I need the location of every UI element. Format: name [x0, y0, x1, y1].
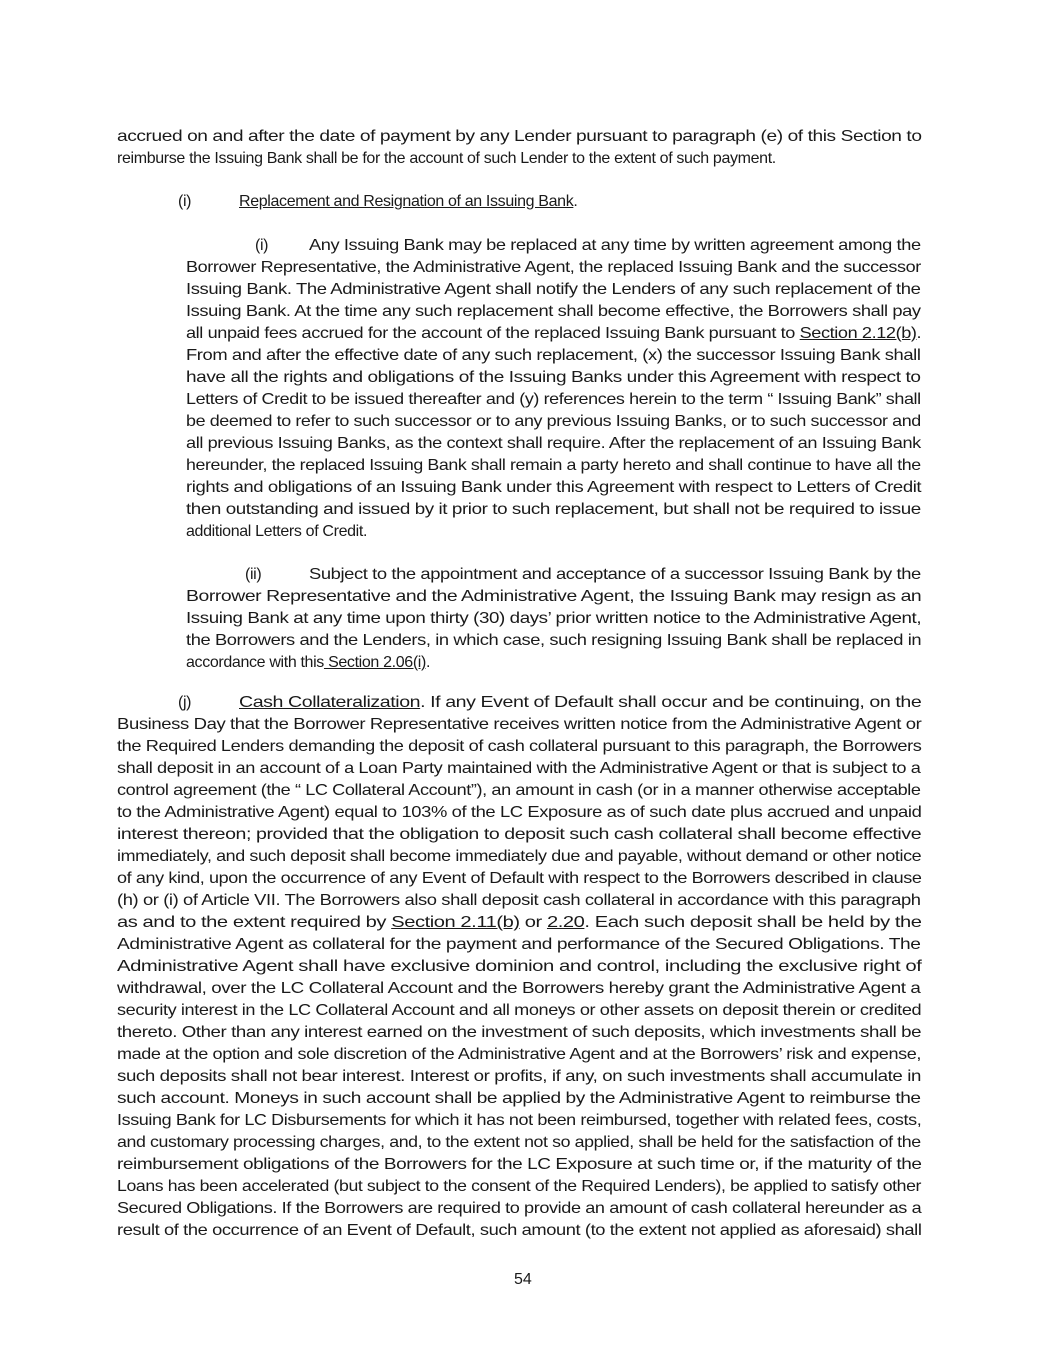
section-heading-title: Replacement and Resignation of an Issuing Bank — [239, 193, 574, 210]
text-line: reimbursement obligations of the Borrowers for the LC Exposure at such time or, if the maturity of the — [117, 1156, 922, 1173]
text-span: . Each such deposit shall be held by the — [584, 914, 922, 931]
section-link[interactable]: Section 2.12(b) — [799, 325, 917, 342]
text-line: security interest in the LC Collateral Account and all moneys or other assets on deposit therein or credited — [117, 1002, 922, 1019]
text-line: Subject to the appointment and acceptance of a successor Issuing Bank by the — [309, 566, 921, 583]
text-line — [186, 652, 430, 674]
text-line: Loans has been accelerated (but subject to the consent of the Required Lenders), be applied to satisfy other — [117, 1178, 922, 1195]
text-line: control agreement (the “ LC Collateral Account”), an amount in cash (or in a manner otherwise acceptable — [117, 782, 921, 799]
subsection-marker: (ii) — [245, 566, 262, 583]
text-line: be deemed to refer to such successor or to any previous Issuing Banks, or to such successor and — [186, 413, 921, 430]
text-line: immediately, and such deposit shall become immediately due and payable, without demand or other notice — [117, 848, 922, 865]
text-line: interest thereon; provided that the obligation to deposit such cash collateral shall become effective — [117, 826, 922, 843]
section-marker: (i) — [178, 193, 192, 210]
text-line: the Required Lenders demanding the deposit of cash collateral pursuant to this paragraph, the Borrowers — [117, 738, 922, 755]
text-line: (h) or (i) of Article VII. The Borrowers also shall deposit cash collateral in accordance with this paragraph — [117, 892, 921, 909]
text-line: rights and obligations of an Issuing Bank under this Agreement with respect to Letters of Credit — [186, 479, 922, 496]
text-line: Issuing Bank for LC Disbursements for which it has not been reimbursed, together with related fees, costs, — [117, 1112, 922, 1129]
text-line: hereunder, the replaced Issuing Bank shall remain a party hereto and shall continue to have all the — [186, 457, 921, 474]
text-line: and customary processing charges, and, to the extent not so applied, shall be held for the satisfaction of the — [117, 1134, 921, 1151]
text-line: Letters of Credit to be issued thereafter and (y) references herein to the term “ Issuing Bank” shall — [186, 391, 921, 408]
text-line: Borrower Representative and the Administrative Agent, the Issuing Bank may resign as an — [186, 588, 922, 605]
text-line — [239, 692, 921, 714]
text-line: thereto. Other than any interest earned on the investment of such deposits, which investments shall be — [117, 1024, 922, 1041]
punctuation: . — [573, 193, 578, 210]
text-line: of any kind, upon the occurrence of any Event of Default with respect to the Borrowers described in clause — [117, 870, 922, 887]
text-line: Borrower Representative, the Administrative Agent, the replaced Issuing Bank and the successor — [186, 259, 921, 276]
text-line: Issuing Bank at any time upon thirty (30) days’ prior written notice to the Administrative Agent, — [186, 610, 922, 627]
text-line: Business Day that the Borrower Representative receives written notice from the Administrative Agent or — [117, 716, 922, 733]
text-line: Administrative Agent as collateral for the payment and performance of the Secured Obligations. The — [117, 936, 921, 953]
section-heading — [239, 191, 577, 213]
text-line: accrued on and after the date of payment by any Lender pursuant to paragraph (e) of this Section to — [117, 128, 922, 145]
text-line — [117, 912, 922, 934]
text-span: all unpaid fees accrued for the account of the replaced Issuing Bank pursuant to — [186, 325, 800, 342]
text-line: shall deposit in an account of a Loan Party maintained with the Administrative Agent or that is subject to a — [117, 760, 921, 777]
text-line — [186, 323, 921, 345]
text-line: the Borrowers and the Lenders, in which case, such resigning Issuing Bank shall be replaced in — [186, 632, 922, 649]
text-line: Any Issuing Bank may be replaced at any time by written agreement among the — [309, 237, 921, 254]
text-span: as and to the extent required by — [117, 914, 392, 931]
text-line: From and after the effective date of any such replacement, (x) the successor Issuing Bank shall — [186, 347, 921, 364]
text-line: result of the occurrence of an Event of Default, such amount (to the extent not applied as aforesaid) shall — [117, 1222, 922, 1239]
punctuation: . — [425, 654, 431, 671]
text-line: Administrative Agent shall have exclusive dominion and control, including the exclusive right of — [117, 958, 922, 975]
text-line: to the Administrative Agent) equal to 103% of the LC Exposure as of such date plus accrued and unpaid — [117, 804, 922, 821]
text-span: . If any Event of Default shall occur and be continuing, on the — [420, 694, 922, 711]
text-line: additional Letters of Credit. — [186, 523, 368, 540]
text-line: withdrawal, over the LC Collateral Account and the Borrowers hereby grant the Administrative Agent a — [117, 980, 921, 997]
text-line: made at the option and sole discretion of the Administrative Agent and at the Borrowers’ risk and expense, — [117, 1046, 921, 1063]
section-heading-title: Cash Collateralization — [239, 694, 421, 711]
section-link[interactable]: 2.20 — [546, 914, 585, 931]
text-line: Issuing Bank. At the time any such replacement shall become effective, the Borrowers shall pay — [186, 303, 921, 320]
text-line: reimburse the Issuing Bank shall be for the account of such Lender to the extent of such payment. — [117, 150, 776, 167]
page-number: 54 — [514, 1271, 532, 1288]
section-marker: (j) — [178, 694, 192, 711]
text-span: accordance with this — [186, 654, 324, 671]
text-line: such account. Moneys in such account shall be applied by the Administrative Agent to reimburse the — [117, 1090, 921, 1107]
section-link[interactable]: Section 2.06(i) — [323, 654, 426, 671]
section-link[interactable]: Section 2.11(b) — [391, 914, 520, 931]
text-span: or — [519, 914, 547, 931]
text-line: such deposits shall not bear interest. Interest or profits, if any, on such investments shall accumulate in — [117, 1068, 921, 1085]
text-line: have all the rights and obligations of the Issuing Banks under this Agreement with respect to — [186, 369, 921, 386]
text-line: Issuing Bank. The Administrative Agent shall notify the Lenders of any such replacement of the — [186, 281, 921, 298]
text-line: then outstanding and issued by it prior to such replacement, but shall not be required to issue — [186, 501, 921, 518]
text-line: all previous Issuing Banks, as the context shall require. After the replacement of an Issuing Bank — [186, 435, 921, 452]
punctuation: . — [916, 325, 922, 342]
text-line: Secured Obligations. If the Borrowers are required to provide an amount of cash collateral hereunder as a — [117, 1200, 922, 1217]
subsection-marker: (i) — [255, 237, 269, 254]
